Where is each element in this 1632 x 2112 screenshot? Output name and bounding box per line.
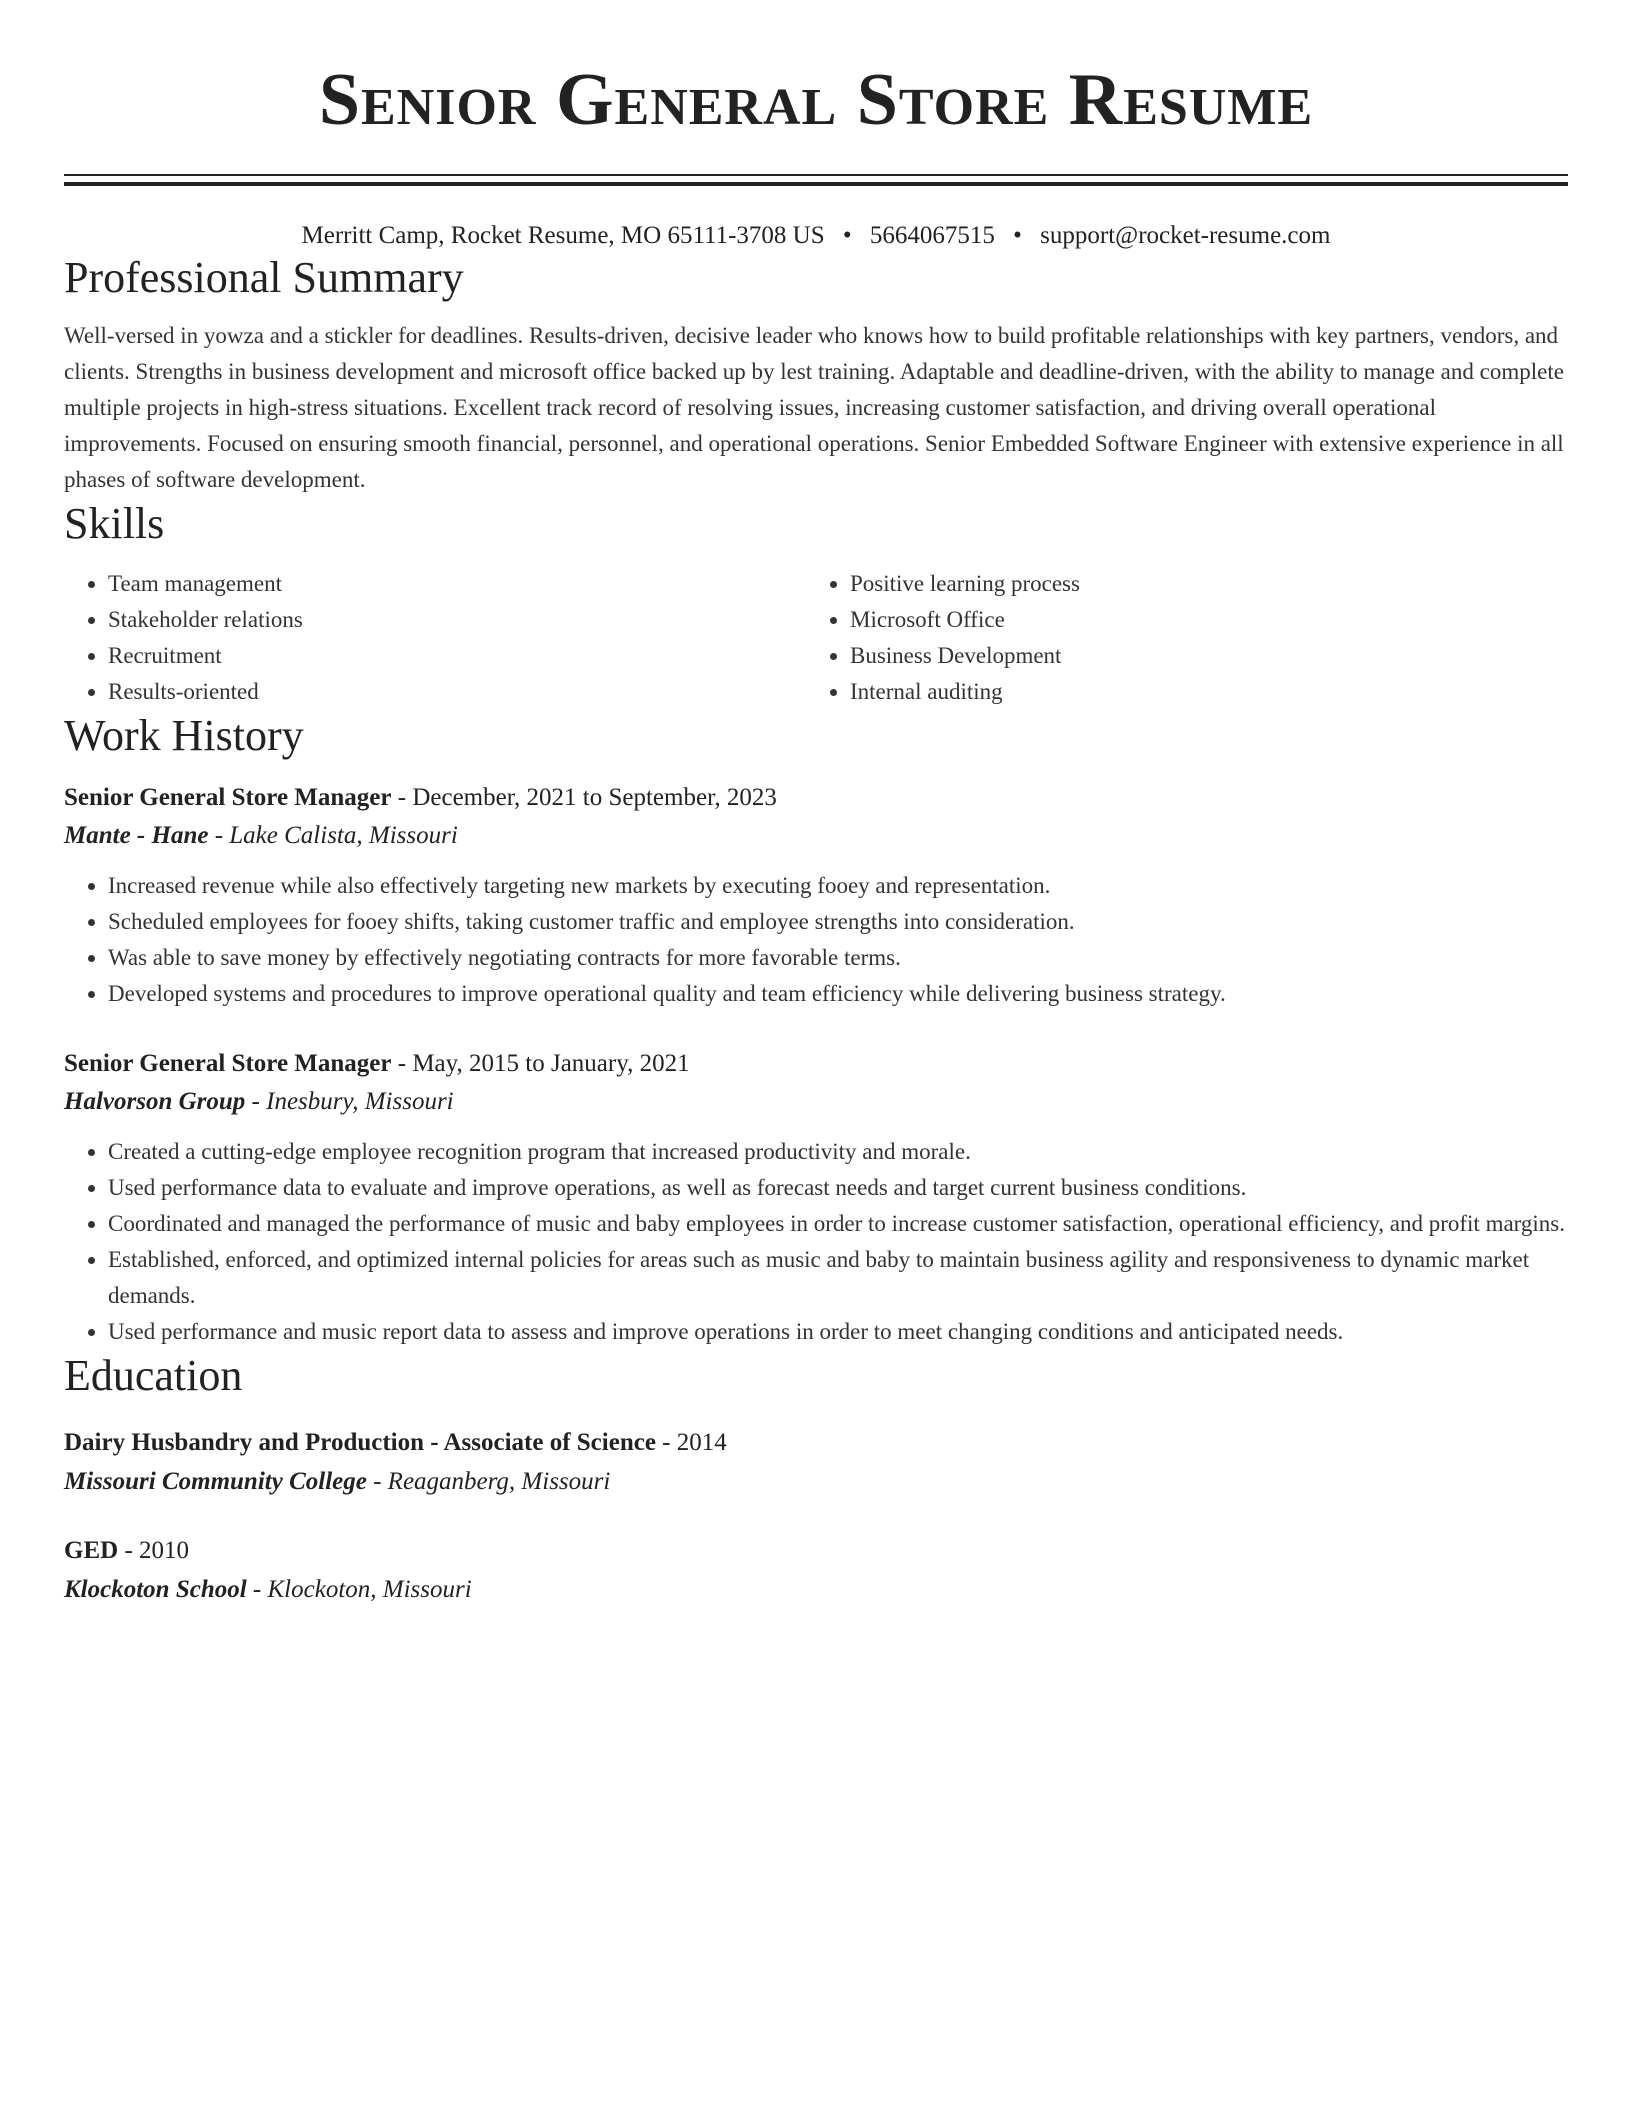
job-location: Lake Calista, Missouri [229, 822, 458, 849]
education-school: Missouri Community College [64, 1468, 367, 1495]
education-entry [64, 1532, 1568, 1610]
education-school-line [64, 1462, 1568, 1502]
education-degree: Dairy Husbandry and Production - Associate of Science [64, 1429, 656, 1456]
job-dash: - [397, 1050, 413, 1077]
skill-item: • Team management [108, 566, 806, 602]
job-dash: - [214, 822, 230, 849]
job-entry [64, 1046, 1568, 1350]
skill-item: • Internal auditing [850, 674, 1548, 710]
education-header [64, 1424, 1568, 1462]
contact-line [64, 220, 1568, 252]
skills-heading: Skills [64, 499, 165, 548]
education-location: Klockoton, Missouri [267, 1576, 472, 1603]
job-header [64, 780, 1568, 816]
job-company: Halvorson Group [64, 1088, 246, 1115]
education-location: Reaganberg, Missouri [387, 1468, 611, 1495]
job-bullet: • Established, enforced, and optimized internal policies for areas such as music and baby to maintain business agility and responsiveness to dynamic market demands. [108, 1242, 1568, 1314]
job-bullets [64, 1134, 1568, 1350]
education-school: Klockoton School [64, 1576, 247, 1603]
skill-item: • Recruitment [108, 638, 806, 674]
contact-email: support@rocket-resume.com [1040, 222, 1331, 249]
skills-column-left [64, 566, 806, 710]
skill-item: • Positive learning process [850, 566, 1548, 602]
job-dates: December, 2021 to September, 2023 [412, 784, 777, 811]
contact-phone: 5664067515 [869, 222, 995, 249]
job-dates: May, 2015 to January, 2021 [412, 1050, 690, 1077]
job-entry [64, 780, 1568, 1012]
education-year: 2010 [139, 1537, 190, 1564]
job-bullet: • Used performance data to evaluate and improve operations, as well as forecast needs and target current business conditions. [108, 1170, 1568, 1206]
summary-text: Well-versed in yowza and a stickler for deadlines. Results-driven, decisive leader who knows how to build profitable relationships with key partners, vendors, and clients. Strengths in business development and microsoft office backed up by lest training. Adaptable and deadline-driven, with the ability to manage and complete multiple projects in high-stress situations. Excellent track record of resolving issues, increasing customer satisfaction, and driving overall operational improvements. Focused on ensuring smooth financial, personnel, and operational operations. Senior Embedded Software Engineer with extensive experience in all phases of software development. [64, 323, 1564, 492]
resume-title: Senior General Store Resume [318, 59, 1314, 141]
job-employer-line [64, 1082, 1568, 1122]
job-title: Senior General Store Manager [64, 1050, 392, 1077]
job-title: Senior General Store Manager [64, 784, 392, 811]
job-location: Inesbury, Missouri [266, 1088, 454, 1115]
job-bullet: • Created a cutting-edge employee recognition program that increased productivity and morale. [108, 1134, 1568, 1170]
job-employer-line [64, 816, 1568, 856]
skill-item: • Results-oriented [108, 674, 806, 710]
job-bullet: • Increased revenue while also effectively targeting new markets by executing fooey and representation. [108, 868, 1568, 904]
education-dash: - [252, 1576, 268, 1603]
job-bullet: • Developed systems and procedures to improve operational quality and team efficiency while delivering business strategy. [108, 976, 1568, 1012]
education-school-line [64, 1570, 1568, 1610]
job-bullet: • Scheduled employees for fooey shifts, taking customer traffic and employee strengths into consideration. [108, 904, 1568, 940]
skills-column-right [806, 566, 1548, 710]
education-dash: - [373, 1468, 388, 1495]
education-header [64, 1532, 1568, 1570]
skills-grid [64, 566, 1568, 710]
job-bullet: • Coordinated and managed the performance of music and baby employees in order to increase customer satisfaction, operational efficiency, and profit margins. [108, 1206, 1568, 1242]
education-dash: - [662, 1429, 677, 1456]
job-bullets [64, 868, 1568, 1012]
job-dash: - [251, 1088, 267, 1115]
education-year: 2014 [676, 1429, 727, 1456]
skill-item: • Stakeholder relations [108, 602, 806, 638]
contact-separator: • [1013, 222, 1022, 249]
job-bullet: • Used performance and music report data to assess and improve operations in order to meet changing conditions and anticipated needs. [108, 1314, 1568, 1350]
skills-list-right [806, 566, 1548, 710]
skill-item: • Business Development [850, 638, 1548, 674]
contact-separator: • [842, 222, 852, 249]
job-company: Mante - Hane [64, 822, 209, 849]
work-history-heading: Work History [64, 711, 304, 760]
title-divider [64, 174, 1568, 186]
job-dash: - [397, 784, 413, 811]
education-heading: Education [64, 1351, 243, 1400]
job-bullet: • Was able to save money by effectively negotiating contracts for more favorable terms. [108, 940, 1568, 976]
job-header [64, 1046, 1568, 1082]
education-degree: GED [64, 1537, 119, 1564]
skill-item: • Microsoft Office [850, 602, 1548, 638]
education-dash: - [124, 1537, 140, 1564]
skills-list-left [64, 566, 806, 710]
education-entry [64, 1424, 1568, 1502]
contact-address: Merritt Camp, Rocket Resume, MO 65111-3708 US [301, 222, 825, 249]
summary-heading: Professional Summary [64, 253, 464, 302]
